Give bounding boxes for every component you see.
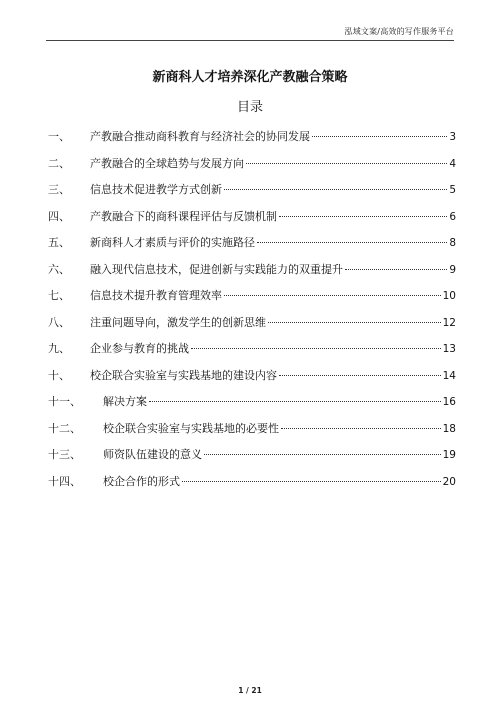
toc-entry[interactable] [48,340,456,367]
toc-entry-page: 14 [442,369,456,382]
toc-leader-dots [257,242,447,243]
toc-entry-number: 十、 [48,368,70,382]
toc-leader-dots [268,322,441,323]
toc-leader-dots [345,269,447,270]
toc-entry-page: 5 [449,184,456,196]
toc-leader-dots [224,189,447,190]
toc-entry[interactable] [48,261,456,288]
toc-entry-number: 一、 [48,130,70,143]
toc-entry-page: 8 [449,237,456,249]
toc-leader-dots [279,375,441,376]
toc-entry-number: 三、 [48,183,70,196]
toc-entry[interactable] [48,287,456,314]
header-divider [46,40,454,41]
toc-entry[interactable] [48,446,456,473]
toc-entry-page: 4 [449,157,456,170]
toc-leader-dots [191,348,441,349]
toc-entry[interactable] [48,234,456,261]
toc-entry-title: 注重问题导向，激发学生的创新思维 [90,315,266,329]
toc-entry[interactable] [48,314,456,341]
toc-entry-title: 校企联合实验室与实践基地的建设内容 [90,368,277,382]
toc-entry[interactable] [48,208,456,235]
toc-entry-title: 新商科人才素质与评价的实施路径 [90,236,255,249]
table-of-contents [48,128,456,499]
toc-entry-number: 十一、 [48,395,81,408]
toc-entry-title: 企业参与教育的挑战 [90,342,189,355]
toc-entry-number: 八、 [48,315,70,329]
toc-entry-number: 六、 [48,262,70,276]
toc-leader-dots [279,216,447,217]
page-header: 泓域文案/高效的写作服务平台 [344,27,454,36]
toc-entry-page: 18 [442,422,456,435]
toc-leader-dots [246,163,447,164]
toc-heading: 目录 [236,100,263,115]
toc-entry-page: 3 [449,131,456,143]
toc-entry-page: 20 [442,475,456,488]
toc-entry[interactable] [48,155,456,182]
toc-entry-page: 12 [442,316,456,329]
toc-entry-number: 五、 [48,236,70,249]
toc-entry-page: 19 [442,449,456,461]
toc-entry-number: 九、 [48,342,70,355]
toc-leader-dots [204,454,441,455]
toc-leader-dots [281,428,441,429]
page-number-indicator: 1 / 21 [238,686,262,695]
toc-entry[interactable] [48,367,456,394]
toc-entry-title: 校企联合实验室与实践基地的必要性 [103,421,279,435]
toc-entry-title: 解决方案 [103,395,147,408]
toc-entry-title: 产教融合下的商科课程评估与反馈机制 [90,209,277,223]
toc-entry-number: 四、 [48,209,70,223]
toc-entry[interactable] [48,393,456,420]
toc-entry-page: 13 [442,343,456,355]
toc-entry-title: 产教融合推动商科教育与经济社会的协同发展 [90,130,310,143]
toc-entry-page: 9 [449,263,456,276]
toc-entry[interactable] [48,128,456,155]
toc-entry-title: 师资队伍建设的意义 [103,448,202,461]
toc-entry[interactable] [48,420,456,447]
document-title: 新商科人才培养深化产教融合策略 [152,70,348,85]
toc-entry-number: 十四、 [48,474,81,488]
toc-entry-page: 10 [442,290,456,302]
toc-entry-page: 16 [442,396,456,408]
toc-entry-number: 七、 [48,289,70,302]
toc-entry-title: 信息技术促进教学方式创新 [90,183,222,196]
toc-entry-page: 6 [449,210,456,223]
toc-leader-dots [182,481,441,482]
toc-leader-dots [224,295,441,296]
toc-entry[interactable] [48,181,456,208]
toc-entry-number: 十二、 [48,421,81,435]
toc-entry-title: 信息技术提升教育管理效率 [90,289,222,302]
toc-entry[interactable] [48,473,456,500]
toc-entry-title: 校企合作的形式 [103,474,180,488]
toc-leader-dots [312,136,447,137]
toc-entry-number: 十三、 [48,448,81,461]
toc-entry-title: 产教融合的全球趋势与发展方向 [90,156,244,170]
toc-entry-number: 二、 [48,156,70,170]
toc-entry-title: 融入现代信息技术，促进创新与实践能力的双重提升 [90,262,343,276]
toc-leader-dots [149,401,441,402]
